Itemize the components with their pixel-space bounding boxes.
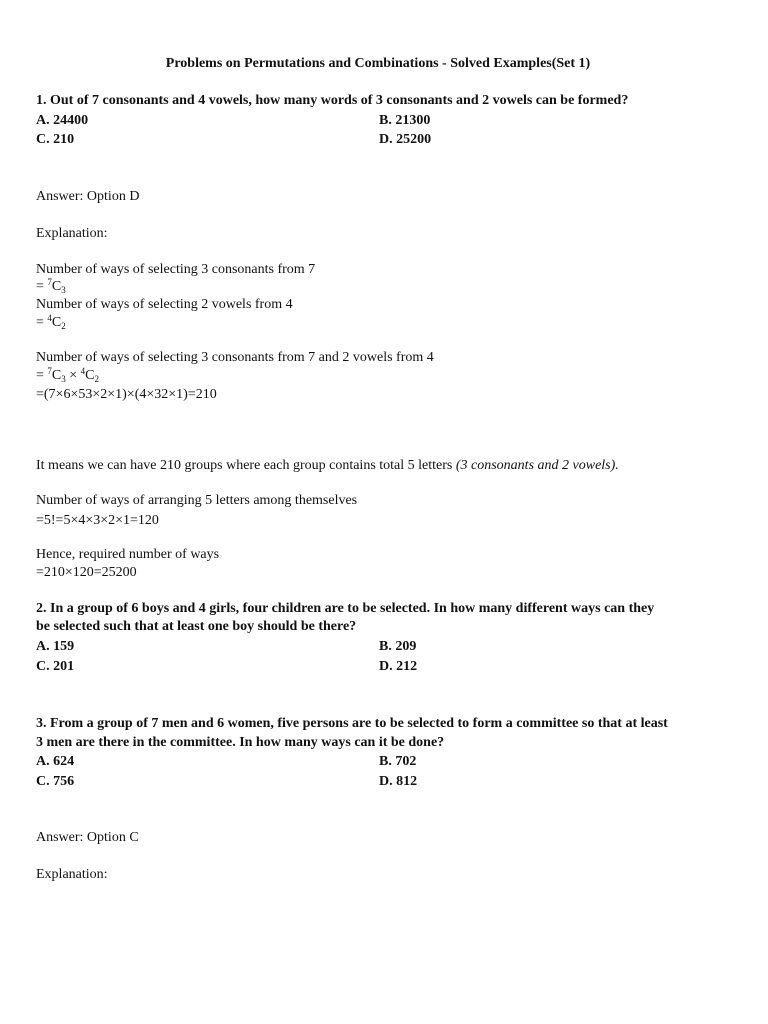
q2-option-b: B. 209 bbox=[379, 639, 417, 654]
q1-explanation-line: Number of ways of selecting 3 consonants from 7 bbox=[36, 262, 316, 277]
q1-question: 1. Out of 7 consonants and 4 vowels, how many words of 3 consonants and 2 vowels can be formed? bbox=[36, 93, 629, 108]
q1-explanation-line: Number of ways of arranging 5 letters among themselves bbox=[36, 493, 358, 508]
q1-formula-4c2: = $^4C_2$ bbox=[36, 313, 66, 331]
q1-explanation-line: =5!=5×4×3×2×1=120 bbox=[36, 513, 159, 528]
q2-option-d: D. 212 bbox=[379, 659, 418, 674]
q1-explanation-line: Hence, required number of ways bbox=[36, 547, 220, 562]
q1-explanation-line: Number of ways of selecting 3 consonants from 7 and 2 vowels from 4 bbox=[36, 350, 434, 365]
q1-option-d: D. 25200 bbox=[379, 132, 432, 147]
q1-formula-product: = $^7C_3 \times ^4C_2$ bbox=[36, 366, 99, 384]
q1-explanation-line: =210×120=25200 bbox=[36, 565, 137, 580]
q3-option-a: A. 624 bbox=[36, 754, 75, 769]
q1-formula-7c3: = $^7C_3$ bbox=[36, 277, 66, 295]
q2-option-a: A. 159 bbox=[36, 639, 75, 654]
q1-option-a: A. 24400 bbox=[36, 113, 89, 128]
q3-question-line2: 3 men are there in the committee. In how many ways can it be done? bbox=[36, 735, 445, 750]
q3-option-d: D. 812 bbox=[379, 774, 418, 789]
q2-question-line2: be selected such that at least one boy should be there? bbox=[36, 619, 357, 634]
q2-question-line1: 2. In a group of 6 boys and 4 girls, four children are to be selected. In how many different ways can they bbox=[36, 601, 655, 616]
q1-answer: Answer: Option D bbox=[36, 189, 140, 204]
q1-option-b: B. 21300 bbox=[379, 113, 431, 128]
q1-explanation-line: =(7×6×53×2×1)×(4×32×1)=210 bbox=[36, 387, 217, 402]
q3-answer: Answer: Option C bbox=[36, 830, 139, 845]
document-title: Problems on Permutations and Combinations - Solved Examples(Set 1) bbox=[165, 56, 591, 71]
q3-question-line1: 3. From a group of 7 men and 6 women, five persons are to be selected to form a committee so that at least bbox=[36, 716, 668, 731]
q3-explanation-label: Explanation: bbox=[36, 867, 108, 882]
q1-explanation-line: Number of ways of selecting 2 vowels from 4 bbox=[36, 297, 293, 312]
q2-option-c: C. 201 bbox=[36, 659, 75, 674]
q1-explanation-line: It means we can have 210 groups where each group contains total 5 letters (3 consonants and 2 vowels). bbox=[36, 458, 619, 473]
q3-option-c: C. 756 bbox=[36, 774, 75, 789]
q1-explanation-label: Explanation: bbox=[36, 226, 108, 241]
q1-option-c: C. 210 bbox=[36, 132, 75, 147]
q3-option-b: B. 702 bbox=[379, 754, 417, 769]
